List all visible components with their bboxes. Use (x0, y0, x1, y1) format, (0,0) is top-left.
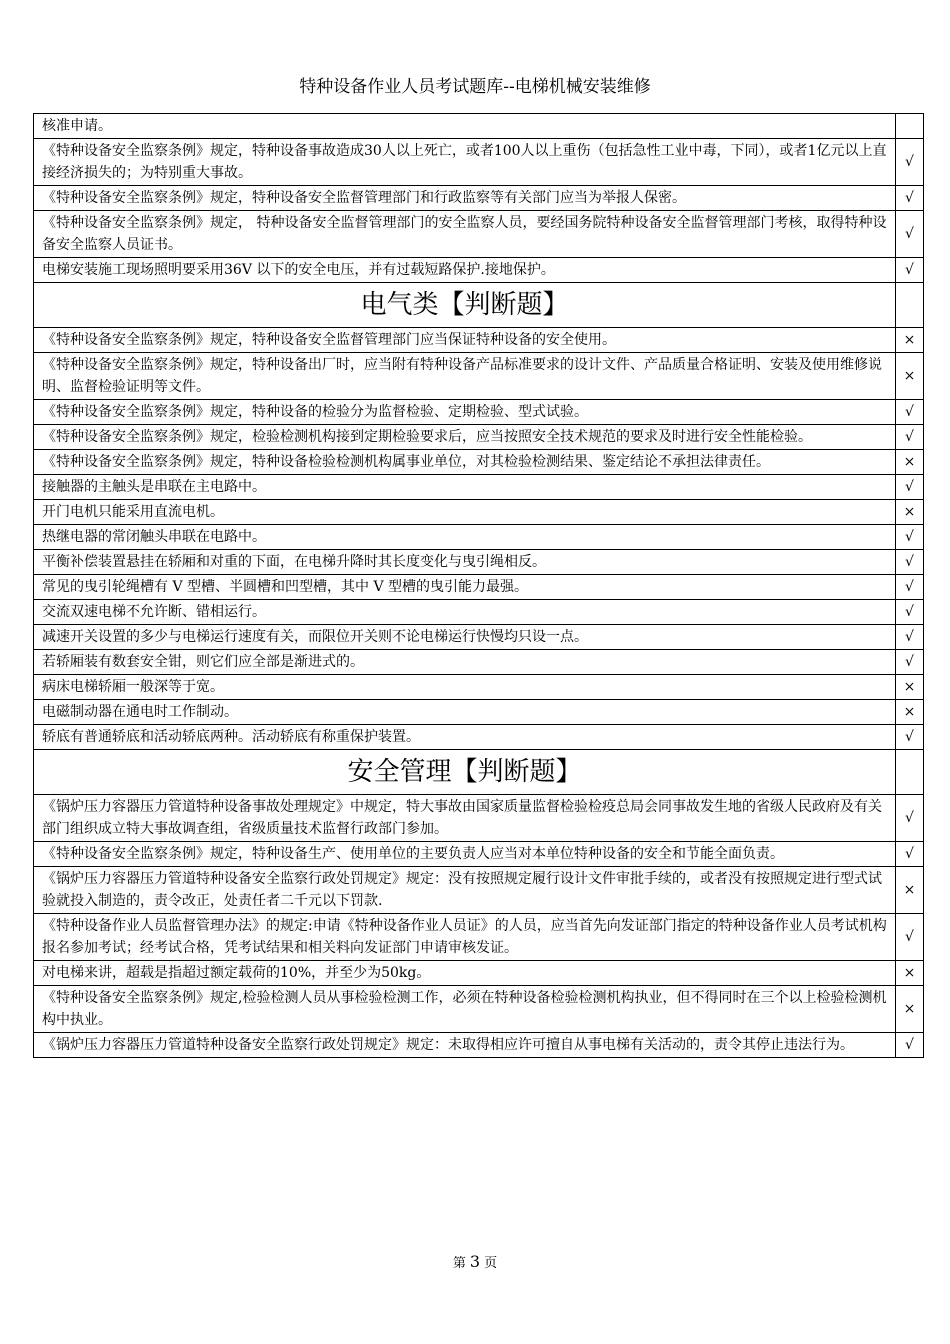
question-text: 轿底有普通轿底和活动轿底两种。活动轿底有称重保护装置。 (34, 725, 896, 750)
answer-mark: × (896, 986, 924, 1033)
question-row (34, 139, 924, 186)
answer-mark: × (896, 675, 924, 700)
question-text: 交流双速电梯不允许断、错相运行。 (34, 600, 896, 625)
question-text: 《特种设备安全监察条例》规定，特种设备事故造成30人以上死亡，或者100人以上重伤（包括急性工业中毒，下同），或者1亿元以上直接经济损失的；为特别重大事故。 (34, 139, 896, 186)
section-mark-cell (896, 750, 924, 795)
answer-mark: √ (896, 525, 924, 550)
page-number: 3 (469, 1252, 481, 1271)
question-text: 《锅炉压力容器压力管道特种设备安全监察行政处罚规定》规定：没有按照规定履行设计文件审批手续的，或者没有按照规定进行型式试验就投入制造的，责令改正，处责任者二千元以下罚款. (34, 867, 896, 914)
question-row (34, 986, 924, 1033)
question-text: 平衡补偿装置悬挂在轿厢和对重的下面，在电梯升降时其长度变化与曳引绳相反。 (34, 550, 896, 575)
answer-mark: × (896, 500, 924, 525)
question-row (34, 625, 924, 650)
question-text: 《特种设备安全监察条例》规定，特种设备安全监督管理部门和行政监察等有关部门应当为举报人保密。 (34, 186, 896, 211)
question-row (34, 475, 924, 500)
answer-mark: × (896, 328, 924, 353)
question-row (34, 400, 924, 425)
question-row (34, 114, 924, 139)
answer-mark: √ (896, 400, 924, 425)
question-text: 《特种设备安全监察条例》规定，特种设备检验检测机构属事业单位，对其检验检测结果、鉴定结论不承担法律责任。 (34, 450, 896, 475)
answer-mark: √ (896, 725, 924, 750)
question-text: 电磁制动器在通电时工作制动。 (34, 700, 896, 725)
section-title: 电气类【判断题】 (34, 283, 896, 328)
question-text: 病床电梯轿厢一般深等于宽。 (34, 675, 896, 700)
question-row (34, 425, 924, 450)
answer-mark: √ (896, 475, 924, 500)
question-row (34, 328, 924, 353)
question-text: 《特种设备安全监察条例》规定，检验检测机构接到定期检验要求后，应当按照安全技术规范的要求及时进行安全性能检验。 (34, 425, 896, 450)
answer-mark: √ (896, 795, 924, 842)
question-row (34, 914, 924, 961)
question-text: 常见的曳引轮绳槽有 V 型槽、半圆槽和凹型槽，其中 V 型槽的曳引能力最强。 (34, 575, 896, 600)
question-row (34, 550, 924, 575)
answer-mark: × (896, 700, 924, 725)
question-text: 《锅炉压力容器压力管道特种设备事故处理规定》中规定，特大事故由国家质量监督检验检疫总局会同事故发生地的省级人民政府及有关部门组织成立特大事故调查组，省级质量技术监督行政部门参加。 (34, 795, 896, 842)
answer-mark: √ (896, 575, 924, 600)
answer-mark: √ (896, 550, 924, 575)
question-row (34, 575, 924, 600)
answer-mark: √ (896, 186, 924, 211)
footer-suffix: 页 (484, 1256, 498, 1271)
answer-mark: × (896, 450, 924, 475)
question-text: 对电梯来讲，超载是指超过额定载荷的10%，并至少为50kg。 (34, 961, 896, 986)
question-text: 减速开关设置的多少与电梯运行速度有关，而限位开关则不论电梯运行快慢均只设一点。 (34, 625, 896, 650)
question-row (34, 700, 924, 725)
section-row (34, 283, 924, 328)
answer-mark: × (896, 353, 924, 400)
answer-mark: √ (896, 1033, 924, 1058)
page-footer (0, 1252, 950, 1271)
answer-mark: √ (896, 842, 924, 867)
answer-mark: √ (896, 914, 924, 961)
question-text: 热继电器的常闭触头串联在电路中。 (34, 525, 896, 550)
answer-mark: √ (896, 600, 924, 625)
question-row (34, 258, 924, 283)
answer-mark: √ (896, 258, 924, 283)
question-text: 《特种设备安全监察条例》规定，特种设备生产、使用单位的主要负责人应当对本单位特种设备的安全和节能全面负责。 (34, 842, 896, 867)
answer-mark: √ (896, 139, 924, 186)
question-text: 《特种设备安全监察条例》规定，特种设备安全监督管理部门应当保证特种设备的安全使用。 (34, 328, 896, 353)
answer-mark: √ (896, 625, 924, 650)
question-row (34, 186, 924, 211)
question-text: 《特种设备安全监察条例》规定，特种设备的检验分为监督检验、定期检验、型式试验。 (34, 400, 896, 425)
question-row (34, 525, 924, 550)
question-text: 《特种设备安全监察条例》规定,检验检测人员从事检验检测工作，必须在特种设备检验检测机构执业，但不得同时在三个以上检验检测机构中执业。 (34, 986, 896, 1033)
answer-mark: √ (896, 425, 924, 450)
question-row (34, 867, 924, 914)
question-text: 开门电机只能采用直流电机。 (34, 500, 896, 525)
question-row (34, 211, 924, 258)
section-mark-cell (896, 283, 924, 328)
question-text: 核准申请。 (34, 114, 896, 139)
section-title: 安全管理【判断题】 (34, 750, 896, 795)
question-row (34, 675, 924, 700)
answer-mark: × (896, 961, 924, 986)
page-header: 特种设备作业人员考试题库--电梯机械安装维修 (299, 77, 651, 97)
question-row (34, 725, 924, 750)
question-row (34, 842, 924, 867)
question-text: 《特种设备作业人员监督管理办法》的规定:申请《特种设备作业人员证》的人员，应当首先向发证部门指定的特种设备作业人员考试机构报名参加考试；经考试合格，凭考试结果和相关料向发证部门申请审核发证。 (34, 914, 896, 961)
answer-mark: × (896, 867, 924, 914)
question-row (34, 600, 924, 625)
question-text: 《特种设备安全监察条例》规定， 特种设备安全监督管理部门的安全监察人员，要经国务院特种设备安全监督管理部门考核，取得特种设备安全监察人员证书。 (34, 211, 896, 258)
question-row (34, 353, 924, 400)
question-text: 《锅炉压力容器压力管道特种设备安全监察行政处罚规定》规定：未取得相应许可擅自从事电梯有关活动的，责令其停止违法行为。 (34, 1033, 896, 1058)
question-text: 《特种设备安全监察条例》规定，特种设备出厂时，应当附有特种设备产品标准要求的设计文件、产品质量合格证明、安装及使用维修说明、监督检验证明等文件。 (34, 353, 896, 400)
question-row (34, 961, 924, 986)
question-text: 接触器的主触头是串联在主电路中。 (34, 475, 896, 500)
question-row (34, 1033, 924, 1058)
question-table (33, 113, 924, 1058)
question-text: 若轿厢装有数套安全钳，则它们应全部是渐进式的。 (34, 650, 896, 675)
footer-prefix: 第 (452, 1256, 466, 1271)
question-row (34, 650, 924, 675)
question-row (34, 795, 924, 842)
question-row (34, 500, 924, 525)
question-row (34, 450, 924, 475)
question-text: 电梯安装施工现场照明要采用36V 以下的安全电压，并有过载短路保护.接地保护。 (34, 258, 896, 283)
answer-mark: √ (896, 211, 924, 258)
section-row (34, 750, 924, 795)
answer-mark (896, 114, 924, 139)
answer-mark: √ (896, 650, 924, 675)
